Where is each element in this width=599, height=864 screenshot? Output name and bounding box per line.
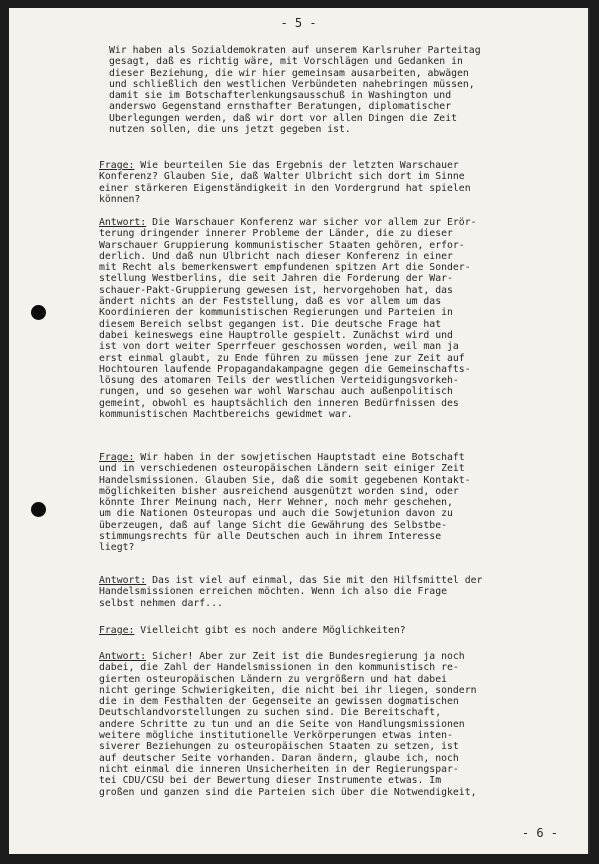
text-line: tei CDU/CSU bei der Bewertung dieser Instrumente etwas. Im <box>99 775 442 787</box>
text-line: dieser Beziehung, die wir hier gemeinsam ausarbeiten, abwägen <box>109 67 469 79</box>
text-line: selbst nehmen darf... <box>99 597 223 609</box>
text-line: auf deutscher Seite vorhanden. Daran ändern, glaube ich, noch <box>99 752 459 764</box>
text-line: gemeint, obwohl es hauptsächlich den inneren Bedürfnissen des <box>99 397 459 409</box>
document-page <box>9 8 590 854</box>
text-line: mit Recht als bemerkenswert empfundenen spitzen Art die Sonder- <box>99 262 471 274</box>
question-1 <box>99 160 577 205</box>
text-line: überzeugen, daß auf lange Sicht die Gewährung des Selbstbe- <box>99 519 447 531</box>
text-line: und schließlich den westlichen Verbündeten nahebringen müssen, <box>109 78 475 90</box>
text-line: andere Schritte zu tun und an die Seite von Handlungsmissionen <box>99 718 465 730</box>
text-line: nutzen sollen, die uns jetzt gegeben ist. <box>109 124 351 136</box>
text-line: dabei keineswegs eine Hauptrolle gespielt. Zunächst wird und <box>99 329 453 341</box>
text-line: Konferenz? Glauben Sie, daß Walter Ulbricht sich dort im Sinne <box>99 171 465 183</box>
question-label: Frage: <box>99 452 135 463</box>
text-line: derlich. Und daß nun Ulbricht nach dieser Konferenz in einer <box>99 250 453 262</box>
text-line: Das ist viel auf einmal, das Sie mit den Hilfsmittel der <box>146 575 483 586</box>
text-line: kommunistischen Machtbereichs gewidmet war. <box>99 409 353 421</box>
text-line: dabei, die Zahl der Handelsmissionen in den kommunistisch re- <box>99 662 459 674</box>
text-line: stimmungsrechts für alle Deutschen auch in ihrem Interesse <box>99 531 442 543</box>
text-line: ist von dort weiter Sperrfeuer geschossen worden, weil man ja <box>99 341 459 353</box>
text-line: terung dringender innerer Probleme der Länder, die zu dieser <box>99 228 453 240</box>
text-line: und in verschiedenen osteuropäischen Ländern seit einiger Zeit <box>99 463 465 475</box>
text-line: Handelsmissionen. Glauben Sie, daß die somit gegebenen Kontakt- <box>99 474 471 486</box>
text-line: diesem Bereich selbst gegangen ist. Die deutsche Frage hat <box>99 318 442 330</box>
page-number-top: - 5 - <box>280 16 317 30</box>
question-3 <box>99 625 577 636</box>
answer-label: Antwort: <box>99 575 147 586</box>
text-line: Sicher! Aber zur Zeit ist die Bundesregierung ja noch <box>146 651 465 662</box>
answer-label: Antwort: <box>99 217 147 228</box>
text-line: Koordinieren der kommunistischen Regierungen und Parteien in <box>99 307 453 319</box>
answer-2 <box>99 575 577 609</box>
text-line: weitere mögliche institutionelle Verkörperungen etwas inten- <box>99 730 453 742</box>
text-line: damit sie im Botschafterlenkungsausschuß in Washington und <box>109 90 452 102</box>
text-line: schauer-Pakt-Gruppierung gewesen ist, hervorgehoben hat, das <box>99 284 453 296</box>
text-line: möglichkeiten bisher ausreichend ausgenützt worden sind, oder <box>99 485 459 497</box>
text-line: Vielleicht gibt es noch andere Möglichkeiten? <box>134 625 406 636</box>
answer-1 <box>99 217 577 420</box>
answer-3 <box>99 651 577 798</box>
text-line: Wie beurteilen Sie das Ergebnis der letzten Warschauer <box>134 160 459 171</box>
page-number-bottom: - 6 - <box>521 826 558 840</box>
text-line: anderswo Gegenstand ernsthafter Beratungen, diplomatischer <box>109 101 452 113</box>
text-line: Handelsmissionen erreichen möchten. Wenn ich also die Frage <box>99 586 447 598</box>
question-label: Frage: <box>99 160 135 171</box>
text-line: liegt? <box>99 542 135 554</box>
text-line: erst einmal glaubt, zu Ende führen zu müssen jene zur Zeit auf <box>99 352 465 364</box>
text-line: lösung des atomaren Teils der westlichen Verteidigungsvorkeh- <box>99 375 459 387</box>
text-line: um die Nationen Osteuropas und auch die Sowjetunion davon zu <box>99 508 453 520</box>
text-line: Wir haben in der sowjetischen Hauptstadt eine Botschaft <box>134 452 465 463</box>
text-line: einer stärkeren Eigenständigkeit in den Vordergrund hat spielen <box>99 182 471 194</box>
text-line: gesagt, daß es richtig wäre, mit Vorschlägen und Gedanken in <box>109 56 463 68</box>
text-line: stellung Westberlins, die seit Jahren die Forderung der War- <box>99 273 453 285</box>
text-line: Überlegungen werden, daß wir dort vor allen Dingen die Zeit <box>109 112 457 124</box>
text-line: Deutschlandvorstellungen zu suchen sind. Die Bereitschaft, <box>99 707 442 719</box>
text-line: ändert nichts an der Feststellung, daß es vor allem um das <box>99 296 442 308</box>
text-line: Wir haben als Sozialdemokraten auf unserem Karlsruher Parteitag <box>109 45 481 56</box>
text-line: nicht einmal die inneren Unsicherheiten in der Regierungspar- <box>99 763 459 775</box>
text-line: nicht geringe Schwierigkeiten, die nicht bei ihr liegen, sondern <box>99 684 477 696</box>
text-line: großen und ganzen sind die Parteien sich über die Notwendigkeit, <box>99 786 477 798</box>
text-line: Warschauer Gruppierung kommunistischer Staaten gehören, erfor- <box>99 239 465 251</box>
text-line: die in dem Festhalten der Gegenseite an gewissen dogmatischen <box>99 696 459 708</box>
text-line: können? <box>99 193 141 205</box>
text-line: gierten osteuropäischen Ländern zu vergrößern und hat dabei <box>99 673 447 685</box>
text-line: Die Warschauer Konferenz war sicher vor allem zur Erör- <box>146 217 477 228</box>
answer-label: Antwort: <box>99 651 147 662</box>
text-line: siverer Beziehungen zu osteuropäischen Staaten zu setzen, ist <box>99 741 459 753</box>
intro-paragraph <box>109 45 577 135</box>
question-2 <box>99 452 577 554</box>
question-label: Frage: <box>99 625 135 636</box>
text-line: rungen, und so gesehen war wohl Warschau auch außenpolitisch <box>99 386 453 398</box>
text-line: könnte Ihrer Meinung nach, Herr Wehner, noch mehr geschehen, <box>99 497 453 509</box>
text-line: Hochtouren laufende Propagandakampagne gegen die Gemeinschafts- <box>99 363 471 375</box>
punch-hole-upper <box>31 305 46 320</box>
punch-hole-lower <box>31 502 46 517</box>
